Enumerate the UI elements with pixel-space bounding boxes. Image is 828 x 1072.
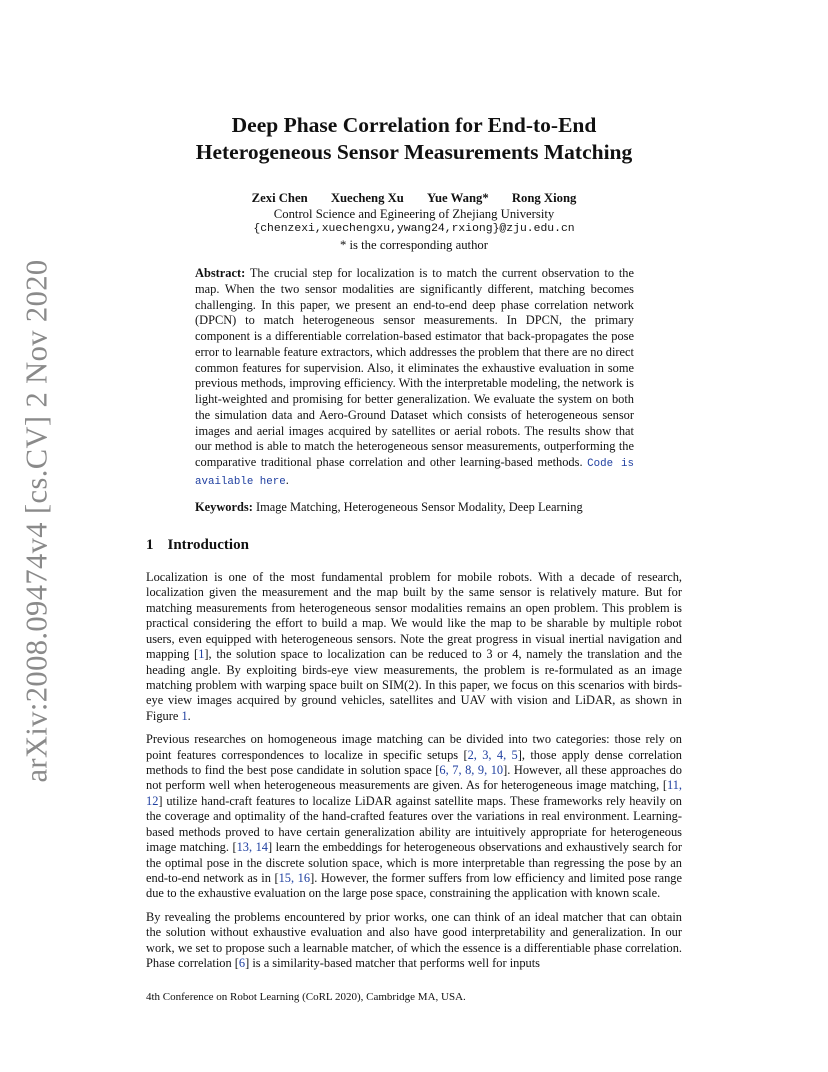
- text-run: Previous researches on homogeneous image matching can be divided into two categories: those rely on point features correspondences to localize in specific setups [: [146, 732, 682, 762]
- text-run: ], the solution space to localization can be reduced to 3 or 4, namely the translation and the heading angle. By exploiting birds-eye view measurements, the problem is re-formulated as an image matching problem with warping space built on: [146, 647, 682, 692]
- abstract-end: .: [285, 472, 289, 487]
- section-heading: [146, 537, 249, 554]
- citation-link[interactable]: 6, 7, 8, 9, 10: [439, 763, 504, 778]
- keywords: [195, 500, 634, 516]
- author-4: Rong Xiong: [511, 191, 577, 205]
- figure-link[interactable]: 1: [181, 708, 188, 723]
- abstract-label: Abstract:: [195, 266, 246, 280]
- author-block: [130, 191, 698, 253]
- citation-link[interactable]: 15, 16: [278, 871, 311, 886]
- arxiv-stamp: [14, 259, 60, 783]
- text-run: Localization is one of the most fundamental problem for mobile robots. With a decade of research, localization given the measurement and the map built by the same sensor is relatively mature. But for matching measurements from heterogeneous sensor modalities remains an open problem. This problem is practical considering the effort to build a map. We would like the map to be sharable by multiple robot users, even equipped with heterogeneous sensors. Note the great progress in visual inertial navigation and mapping [: [146, 570, 682, 662]
- text-run: .: [187, 708, 191, 723]
- section-title: Introduction: [167, 537, 249, 553]
- citation-link[interactable]: 13, 14: [236, 840, 268, 855]
- abstract: [195, 266, 634, 491]
- citation-link[interactable]: 1: [198, 647, 205, 662]
- math-sim2: SIM(2): [382, 677, 419, 692]
- arxiv-stamp-text: arXiv:2008.09474v4 [cs.CV] 2 Nov 2020: [19, 259, 54, 783]
- paper-title: [130, 112, 698, 166]
- author-1: Zexi Chen: [251, 191, 308, 205]
- text-run: . In this paper, we focus on this scenarios with birds-eye view images acquired by ground vehicles, satellites and UAV with vision and LiDAR, as shown in Figure: [146, 677, 682, 723]
- paragraph-2: [146, 732, 682, 902]
- keywords-label: Keywords:: [195, 500, 253, 514]
- body-text: [146, 570, 682, 980]
- citation-link[interactable]: 2, 3, 4, 5: [467, 747, 518, 762]
- corresponding-note: * is the corresponding author: [340, 237, 488, 252]
- text-run: ] learn the embeddings for heterogeneous observations and exhaustively search for the optimal pose in the discrete solution space, which is more interpretable than regressing the pose by an end-to-end network as in [: [146, 840, 682, 886]
- paragraph-1: [146, 570, 682, 724]
- keywords-text: Image Matching, Heterogeneous Sensor Modality, Deep Learning: [255, 500, 583, 514]
- author-2: Xuecheng Xu: [330, 191, 404, 205]
- section-number: 1: [146, 537, 154, 553]
- citation-link[interactable]: 11, 12: [146, 778, 682, 808]
- text-run: ]. However, the former suffers from low efficiency and limited pose range due to the exhaustive evaluation on the large pose space, constraining the application with known scale.: [146, 871, 683, 901]
- text-run: ], those apply dense correlation methods to find the best pose candidate in solution space [: [146, 747, 682, 778]
- author-emails: {chenzexi,xuechengxu,ywang24,rxiong}@zju.edu.cn: [253, 223, 575, 236]
- text-run: ] is a similarity-based matcher that performs well for inputs: [245, 956, 540, 971]
- affiliation: Control Science and Egineering of Zhejiang University: [273, 206, 555, 221]
- text-run: By revealing the problems encountered by prior works, one can think of an ideal matcher that can obtain the solution without exhaustive evaluation and also have good interpretability and generalization. In our work, we set to propose such a learnable matcher, of which the essence is a differentiable phase correlation. Phase correlation [: [146, 909, 682, 971]
- author-names: [130, 191, 698, 207]
- title-line-1: Deep Phase Correlation for End-to-End: [231, 113, 597, 137]
- paragraph-3: [146, 910, 682, 972]
- text-run: ]. However, all these approaches do not perform well when heterogeneous measurements are given. As for heterogeneous image matching, [: [146, 763, 682, 793]
- title-line-2: Heterogeneous Sensor Measurements Matching: [195, 140, 633, 164]
- text-run: ] utilize hand-craft features to localize LiDAR against satellite maps. These frameworks rely heavily on the coverage and optimality of the hand-crafted features over the variations in real environment. Learning-based methods proved to have certain generalization ability are intuitively appropriate for heterogeneous image matching. [: [146, 793, 682, 855]
- conference-footer: 4th Conference on Robot Learning (CoRL 2020), Cambridge MA, USA.: [146, 991, 466, 1003]
- abstract-text: The crucial step for localization is to match the current observation to the map. When the two sensor modalities are significantly different, matching becomes challenging. In this paper, we present an end-to-end deep phase correlation network (DPCN) to match heterogeneous sensor measurements. In DPCN, the primary component is a differentiable correlation-based estimator that back-propagates the pose error to learnable feature extractors, which addresses the problem that there are no direct common features for supervision. Also, it eliminates the exhaustive evaluation in some previous methods, improving efficiency. With the interpretable modeling, the network is light-weighted and promising for better generalization. We evaluate the system on both the simulation data and Aero-Ground Dataset which consists of heterogeneous sensor images and aerial images acquired by satellites or aerial robots. The results show that our method is able to match the heterogeneous sensor measurements, outperforming the comparative traditional phase correlation and other learning-based methods.: [195, 266, 634, 469]
- citation-link[interactable]: 6: [238, 956, 246, 971]
- code-link[interactable]: Code is available here: [195, 458, 634, 488]
- author-3: Yue Wang*: [426, 191, 489, 205]
